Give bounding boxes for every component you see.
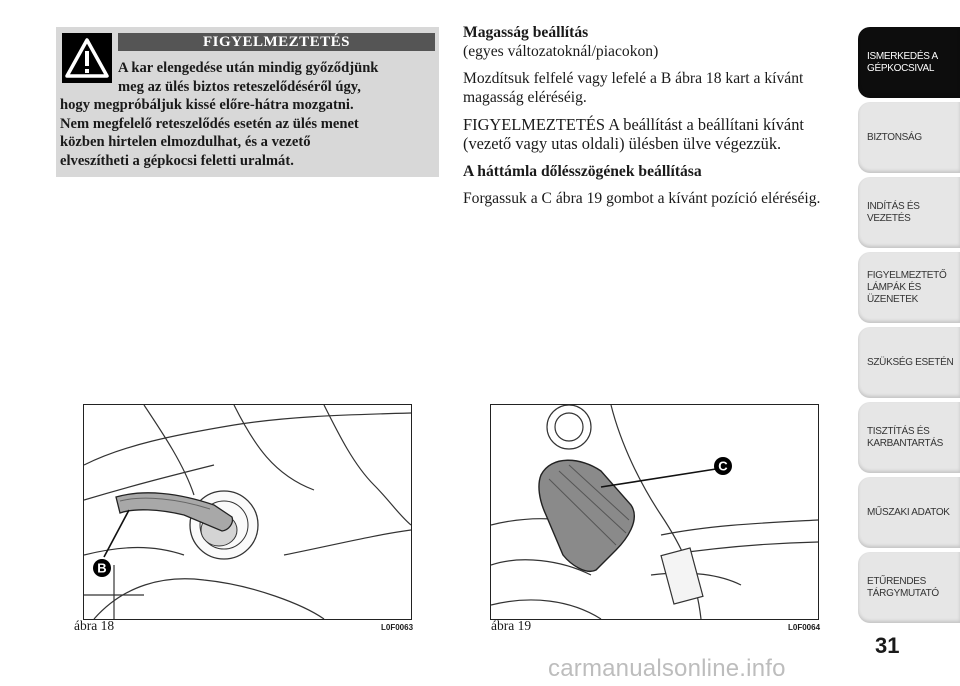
figure-19-image (490, 404, 819, 620)
figure-18-caption: ábra 18 (74, 618, 115, 633)
tab-szukseg[interactable] (858, 327, 960, 398)
tab-label: MŰSZAKI ADATOK (867, 506, 950, 518)
warning-line: Nem megfelelő reteszelődés esetén az ülés menet (60, 115, 359, 132)
warning-line: meg az ülés biztos reteszelődéséről úgy, (118, 78, 361, 95)
tab-muszaki[interactable] (858, 477, 960, 548)
height-text: Mozdítsuk felfelé vagy lefelé a B ábra 18 kart a kívánt magasság eléréséig. (463, 70, 804, 106)
watermark-text: carmanualsonline.info (548, 655, 786, 682)
page-number: 31 (875, 633, 900, 658)
figure-18-image (83, 404, 412, 620)
height-heading: Magasság beállítás (463, 24, 589, 41)
figure-marker-b: B (97, 560, 107, 576)
warning-line: hogy megpróbáljuk kissé előre-hátra mozgatni. (60, 97, 354, 114)
tab-label: INDÍTÁS ÉS VEZETÉS (867, 200, 920, 224)
figure-19-code: L0F0064 (788, 623, 821, 632)
tab-biztonsag[interactable] (858, 102, 960, 173)
tab-inditas[interactable] (858, 177, 960, 248)
warning-line: A kar elengedése után mindig győződjünk (118, 60, 379, 76)
figure-marker-c: C (718, 458, 728, 474)
figure-18-code: L0F0063 (381, 623, 414, 632)
warning-title: FIGYELMEZTETÉS (118, 33, 435, 51)
tab-figyelmezteto[interactable] (858, 252, 960, 323)
backrest-heading: A háttámla dőlésszögének beállítása (463, 162, 702, 180)
backrest-text: Forgassuk a C ábra 19 gombot a kívánt pozíció eléréséig. (463, 190, 821, 208)
tab-label: FIGYELMEZTETŐ LÁMPÁK ÉS ÜZENETEK (867, 269, 947, 305)
figure-19-caption: ábra 19 (491, 618, 532, 633)
tab-label: ISMERKEDÉS A GÉPKOCSIVAL (867, 50, 938, 74)
tab-label: BIZTONSÁG (867, 131, 922, 143)
tab-tisztitas[interactable] (858, 402, 960, 473)
height-note: (egyes változatoknál/piacokon) (463, 42, 659, 60)
height-warning-text: FIGYELMEZTETÉS A beállítást a beállítani kívánt (vezető vagy utas oldali) ülésben ülve végezzük. (463, 115, 804, 153)
warning-text (60, 59, 436, 171)
tab-label: ETŰRENDES TÁRGYMUTATÓ (867, 575, 939, 599)
warning-line: elveszítheti a gépkocsi feletti uralmát. (60, 152, 294, 169)
tab-ismerkedes[interactable] (858, 27, 960, 98)
tab-targymutato[interactable] (858, 552, 960, 623)
tab-label: SZÜKSÉG ESETÉN (867, 356, 954, 368)
content-column (463, 24, 848, 209)
tab-label: TISZTÍTÁS ÉS KARBANTARTÁS (867, 425, 944, 449)
warning-line: közben hirtelen elmozdulhat, és a vezető (60, 134, 311, 151)
